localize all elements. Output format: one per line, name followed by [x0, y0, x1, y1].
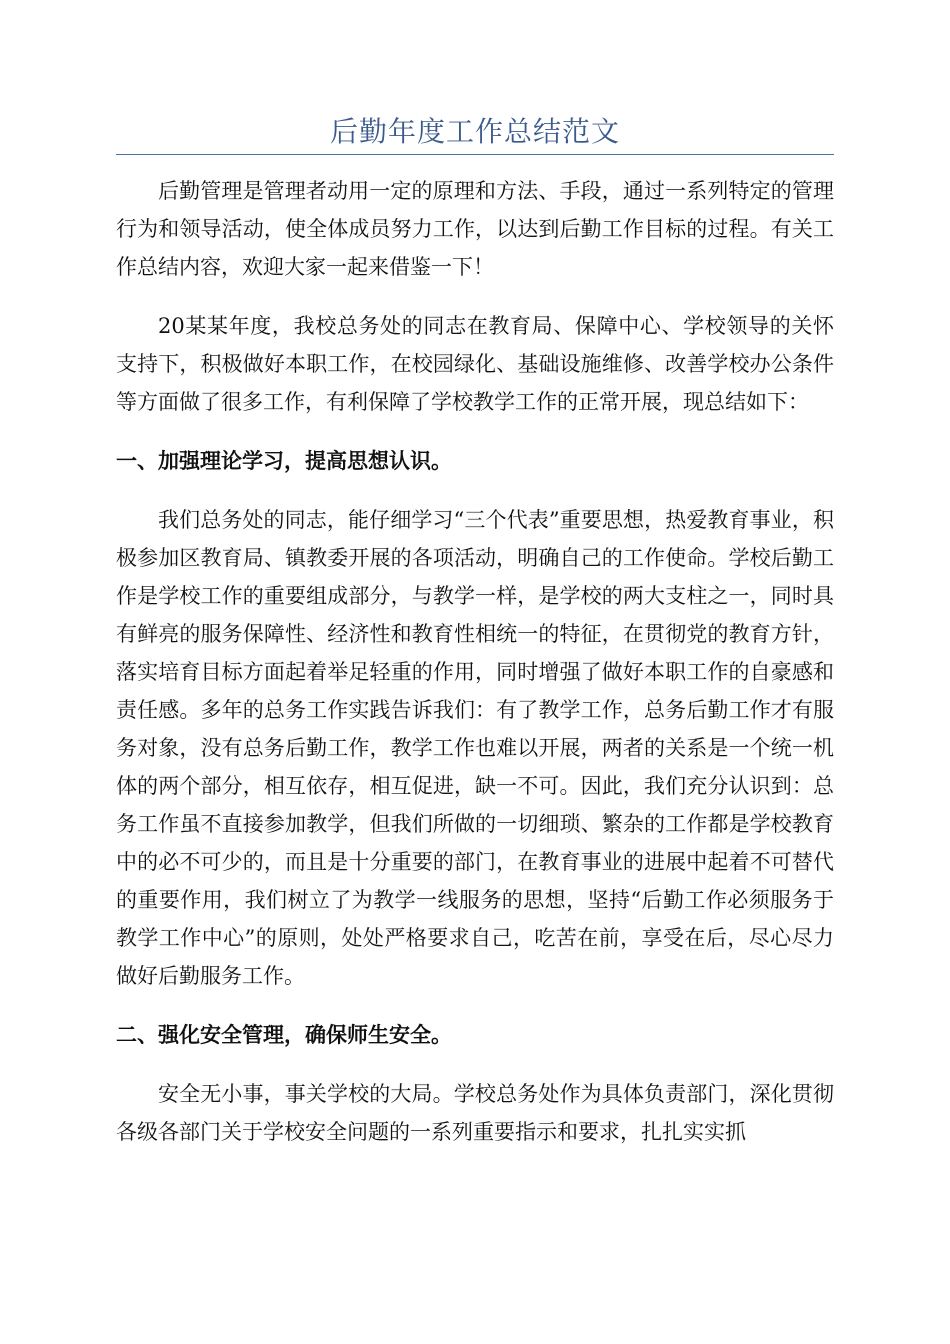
paragraph-intro: 后勤管理是管理者动用一定的原理和方法、手段，通过一系列特定的管理行为和领导活动，使全体成员努力工作，以达到后勤工作目标的过程。有关工作总结内容，欢迎大家一起来借鉴一下！ — [116, 179, 834, 279]
section-heading-2: 二、强化安全管理，确保师生安全。 — [116, 1023, 452, 1047]
paragraph-section-1: 我们总务处的同志，能仔细学习“三个代表”重要思想，热爱教育事业，积极参加区教育局、镇教委开展的各项活动，明确自己的工作使命。学校后勤工作是学校工作的重要组成部分，与教学一样，是学校的两大支柱之一，同时具有鲜亮的服务保障性、经济性和教育性相统一的特征，在贯彻党的教育方针，落实培育目标方面起着举足轻重的作用，同时增强了做好本职工作的自豪感和责任感。多年的总务工作实践告诉我们：有了教学工作，总务后勤工作才有服务对象，没有总务后勤工作，教学工作也难以开展，两者的关系是一个统一机体的两个部分，相互依存，相互促进，缺一不可。因此，我们充分认识到：总务工作虽不直接参加教学，但我们所做的一切细琐、繁杂的工作都是学校教育中的必不可少的，而且是十分重要的部门，在教育事业的进展中起着不可替代的重要作用，我们树立了为教学一线服务的思想，坚持“后勤工作必须服务于教学工作中心”的原则，处处严格要求自己，吃苦在前，享受在后，尽心尽力做好后勤服务工作。 — [116, 508, 834, 988]
paragraph-overview: 20某某年度，我校总务处的同志在教育局、保障中心、学校领导的关怀支持下，积极做好本职工作，在校园绿化、基础设施维修、改善学校办公条件等方面做了很多工作，有利保障了学校教学工作的正常开展，现总结如下： — [116, 314, 834, 414]
document-title: 后勤年度工作总结范文 — [329, 115, 620, 148]
title-underline — [116, 154, 834, 155]
document-body — [116, 172, 834, 1172]
paragraph-section-2: 安全无小事，事关学校的大局。学校总务处作为具体负责部门，深化贯彻各级各部门关于学校安全问题的一系列重要指示和要求，扎扎实实抓 — [116, 1082, 834, 1144]
section-heading-1: 一、加强理论学习，提高思想认识。 — [116, 449, 452, 473]
